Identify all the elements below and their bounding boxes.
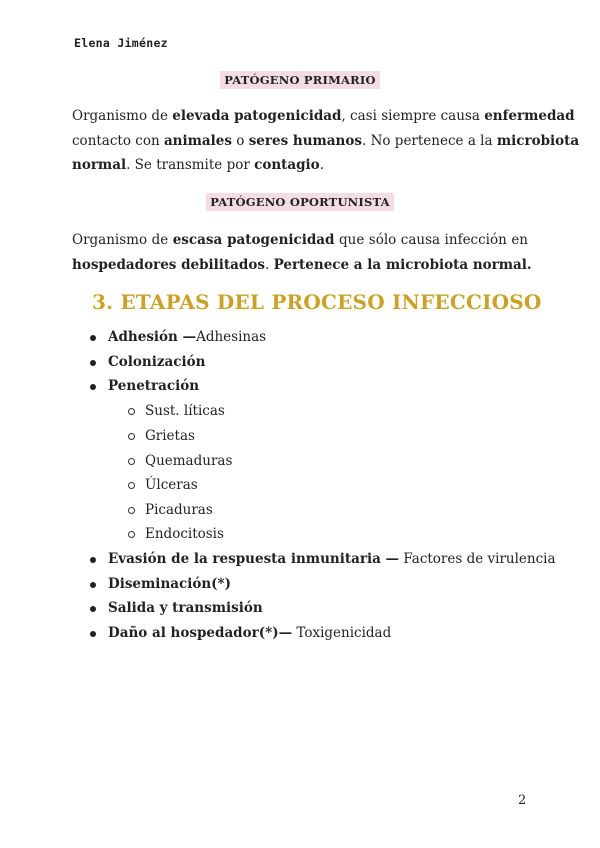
item-detail: Toxigenicidad: [292, 625, 392, 641]
bold-run: enfermedad: [484, 108, 575, 124]
hollow-bullet-icon: [128, 408, 135, 415]
text-run: que sólo causa infección en: [334, 232, 528, 248]
hollow-bullet-icon: [128, 482, 135, 489]
bullet-icon: [90, 606, 96, 612]
text-run: .: [264, 256, 274, 273]
paragraph-patogeno-primario: [72, 104, 580, 178]
hollow-bullet-icon: [128, 531, 135, 538]
heading-text: PATÓGENO PRIMARIO: [220, 71, 379, 89]
sub-item-label: Sust. líticas: [145, 403, 225, 419]
bold-run: elevada patogenicidad: [172, 108, 342, 124]
bullet-icon: [90, 631, 96, 637]
item-label: Salida y transmisión: [108, 600, 263, 616]
text-run: Organismo de: [72, 232, 173, 248]
sub-item-label: Úlceras: [145, 477, 198, 493]
sub-item-label: Grietas: [145, 428, 195, 444]
paragraph-line: [72, 104, 575, 129]
bold-run: animales: [163, 132, 232, 149]
text-run: .: [319, 157, 324, 173]
item-label: Diseminación(*): [108, 576, 232, 592]
text-run: o: [231, 132, 249, 149]
hollow-bullet-icon: [128, 433, 135, 440]
item-label: Daño al hospedador(*)—: [108, 625, 293, 641]
bullet-icon: [90, 557, 96, 563]
text-run: , casi siempre causa: [341, 108, 485, 124]
item-label: Penetración: [108, 378, 200, 394]
item-label: Colonización: [108, 354, 206, 370]
paragraph-patogeno-oportunista: [72, 228, 532, 277]
bold-run: contagio: [254, 157, 320, 173]
bullet-icon: [90, 335, 96, 341]
paragraph-line: [72, 253, 532, 278]
heading-patogeno-oportunista: [0, 195, 600, 209]
heading-text: PATÓGENO OPORTUNISTA: [206, 193, 393, 211]
item-detail: Adhesinas: [196, 329, 267, 345]
item-detail: Factores de virulencia: [399, 551, 556, 567]
bullet-icon: [90, 384, 96, 390]
hollow-bullet-icon: [128, 458, 135, 465]
text-run: Organismo de: [72, 108, 173, 124]
bullet-icon: [90, 582, 96, 588]
bold-run: seres humanos: [248, 132, 362, 149]
heading-patogeno-primario: [0, 73, 600, 87]
bold-run: normal: [72, 157, 127, 173]
section-title: 3. ETAPAS DEL PROCESO INFECCIOSO: [92, 290, 542, 314]
paragraph-line: [72, 228, 528, 253]
bold-run: Pertenece a la microbiota normal.: [273, 256, 532, 273]
bullet-icon: [90, 360, 96, 366]
text-run: . Se transmite por: [126, 157, 255, 173]
bold-run: hospedadores debilitados: [72, 256, 265, 273]
hollow-bullet-icon: [128, 507, 135, 514]
paragraph-line: [72, 153, 528, 178]
sub-item-label: Quemaduras: [145, 453, 233, 469]
text-run: . No pertenece a la: [361, 132, 497, 149]
text-run: contacto con: [72, 132, 164, 149]
bold-run: escasa patogenicidad: [172, 232, 335, 248]
item-label: Adhesión —: [108, 329, 197, 345]
author-name: Elena Jiménez: [74, 36, 168, 50]
item-label: Evasión de la respuesta inmunitaria —: [108, 551, 400, 567]
bold-run: microbiota: [496, 132, 580, 149]
sub-item-label: Picaduras: [145, 502, 213, 518]
page-number: 2: [518, 793, 527, 808]
paragraph-line: [72, 129, 580, 154]
sub-item-label: Endocitosis: [145, 526, 224, 542]
